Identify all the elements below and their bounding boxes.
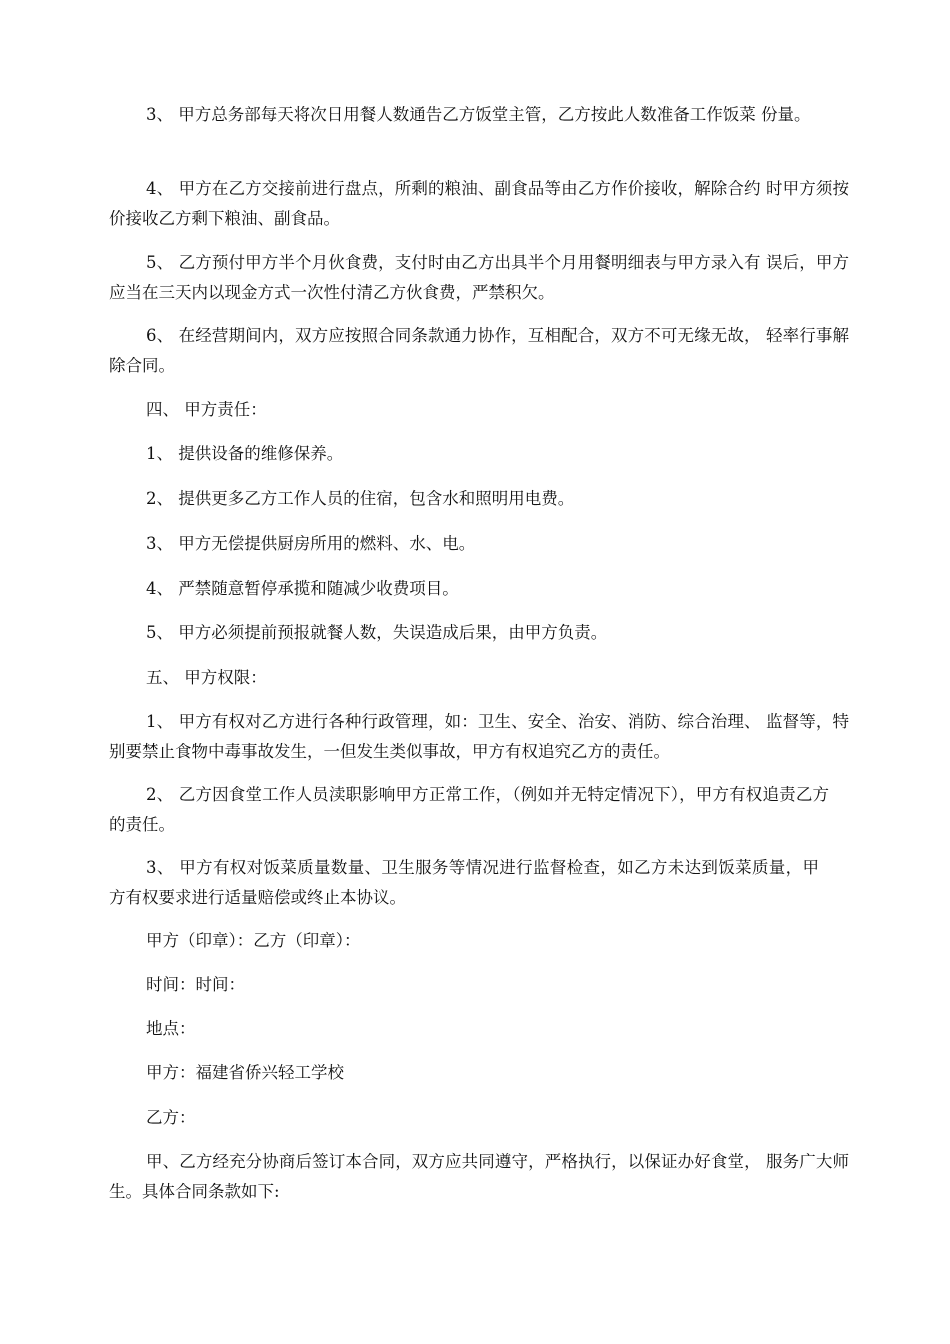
- paragraph-clause-4-inventory: 4、 甲方在乙方交接前进行盘点，所剩的粮油、副食品等由乙方作价接收，解除合约 时甲方须按价接收乙方剩下粮油、副食品。: [109, 179, 849, 228]
- signature-time-line: 时间：时间：: [146, 975, 245, 994]
- paragraph-clause-6-cooperation: 6、 在经营期间内，双方应按照合同条款通力协作，互相配合，双方不可无缘无故， 轻率行事解除合同。: [109, 326, 849, 375]
- list-item-responsibility-4: 4、 严禁随意暂停承揽和随减少收费项目。: [146, 579, 459, 598]
- paragraph-clause-5-payment: 5、 乙方预付甲方半个月伙食费，支付时由乙方出具半个月用餐明细表与甲方录入有 误后，甲方应当在三天内以现金方式一次性付清乙方伙食费，严禁积欠。: [109, 253, 849, 302]
- paragraph-contract-preamble: 甲、乙方经充分协商后签订本合同，双方应共同遵守，严格执行，以保证办好食堂， 服务广大师生。具体合同条款如下:: [109, 1152, 849, 1201]
- section-heading-party-a-responsibilities: 四、 甲方责任：: [146, 400, 267, 419]
- section-heading-party-a-rights: 五、 甲方权限：: [146, 668, 267, 687]
- party-a-name-line: 甲方：福建省侨兴轻工学校: [146, 1063, 344, 1082]
- party-b-name-line: 乙方：: [146, 1108, 196, 1127]
- paragraph-clause-3-headcount: 3、 甲方总务部每天将次日用餐人数通告乙方饭堂主管，乙方按此人数准备工作饭菜 份量。: [146, 105, 811, 124]
- list-item-responsibility-5: 5、 甲方必须提前预报就餐人数，失误造成后果，由甲方负责。: [146, 623, 608, 642]
- list-item-responsibility-2: 2、 提供更多乙方工作人员的住宿，包含水和照明用电费。: [146, 489, 575, 508]
- list-item-responsibility-3: 3、 甲方无偿提供厨房所用的燃料、水、电。: [146, 534, 476, 553]
- signature-place-line: 地点：: [146, 1019, 196, 1038]
- list-item-responsibility-1: 1、 提供设备的维修保养。: [146, 444, 344, 463]
- list-item-right-3: 3、 甲方有权对饭菜质量数量、卫生服务等情况进行监督检查，如乙方未达到饭菜质量，甲方有权要求进行适量赔偿或终止本协议。: [109, 858, 819, 907]
- signature-seal-line: 甲方（印章）：乙方（印章）：: [146, 931, 361, 950]
- list-item-right-1: 1、 甲方有权对乙方进行各种行政管理，如：卫生、安全、治安、消防、综合治理、 监督等，特别要禁止食物中毒事故发生，一但发生类似事故，甲方有权追究乙方的责任。: [109, 712, 849, 761]
- list-item-right-2: 2、 乙方因食堂工作人员渎职影响甲方正常工作，（例如并无特定情况下），甲方有权追责乙方的责任。: [109, 785, 829, 834]
